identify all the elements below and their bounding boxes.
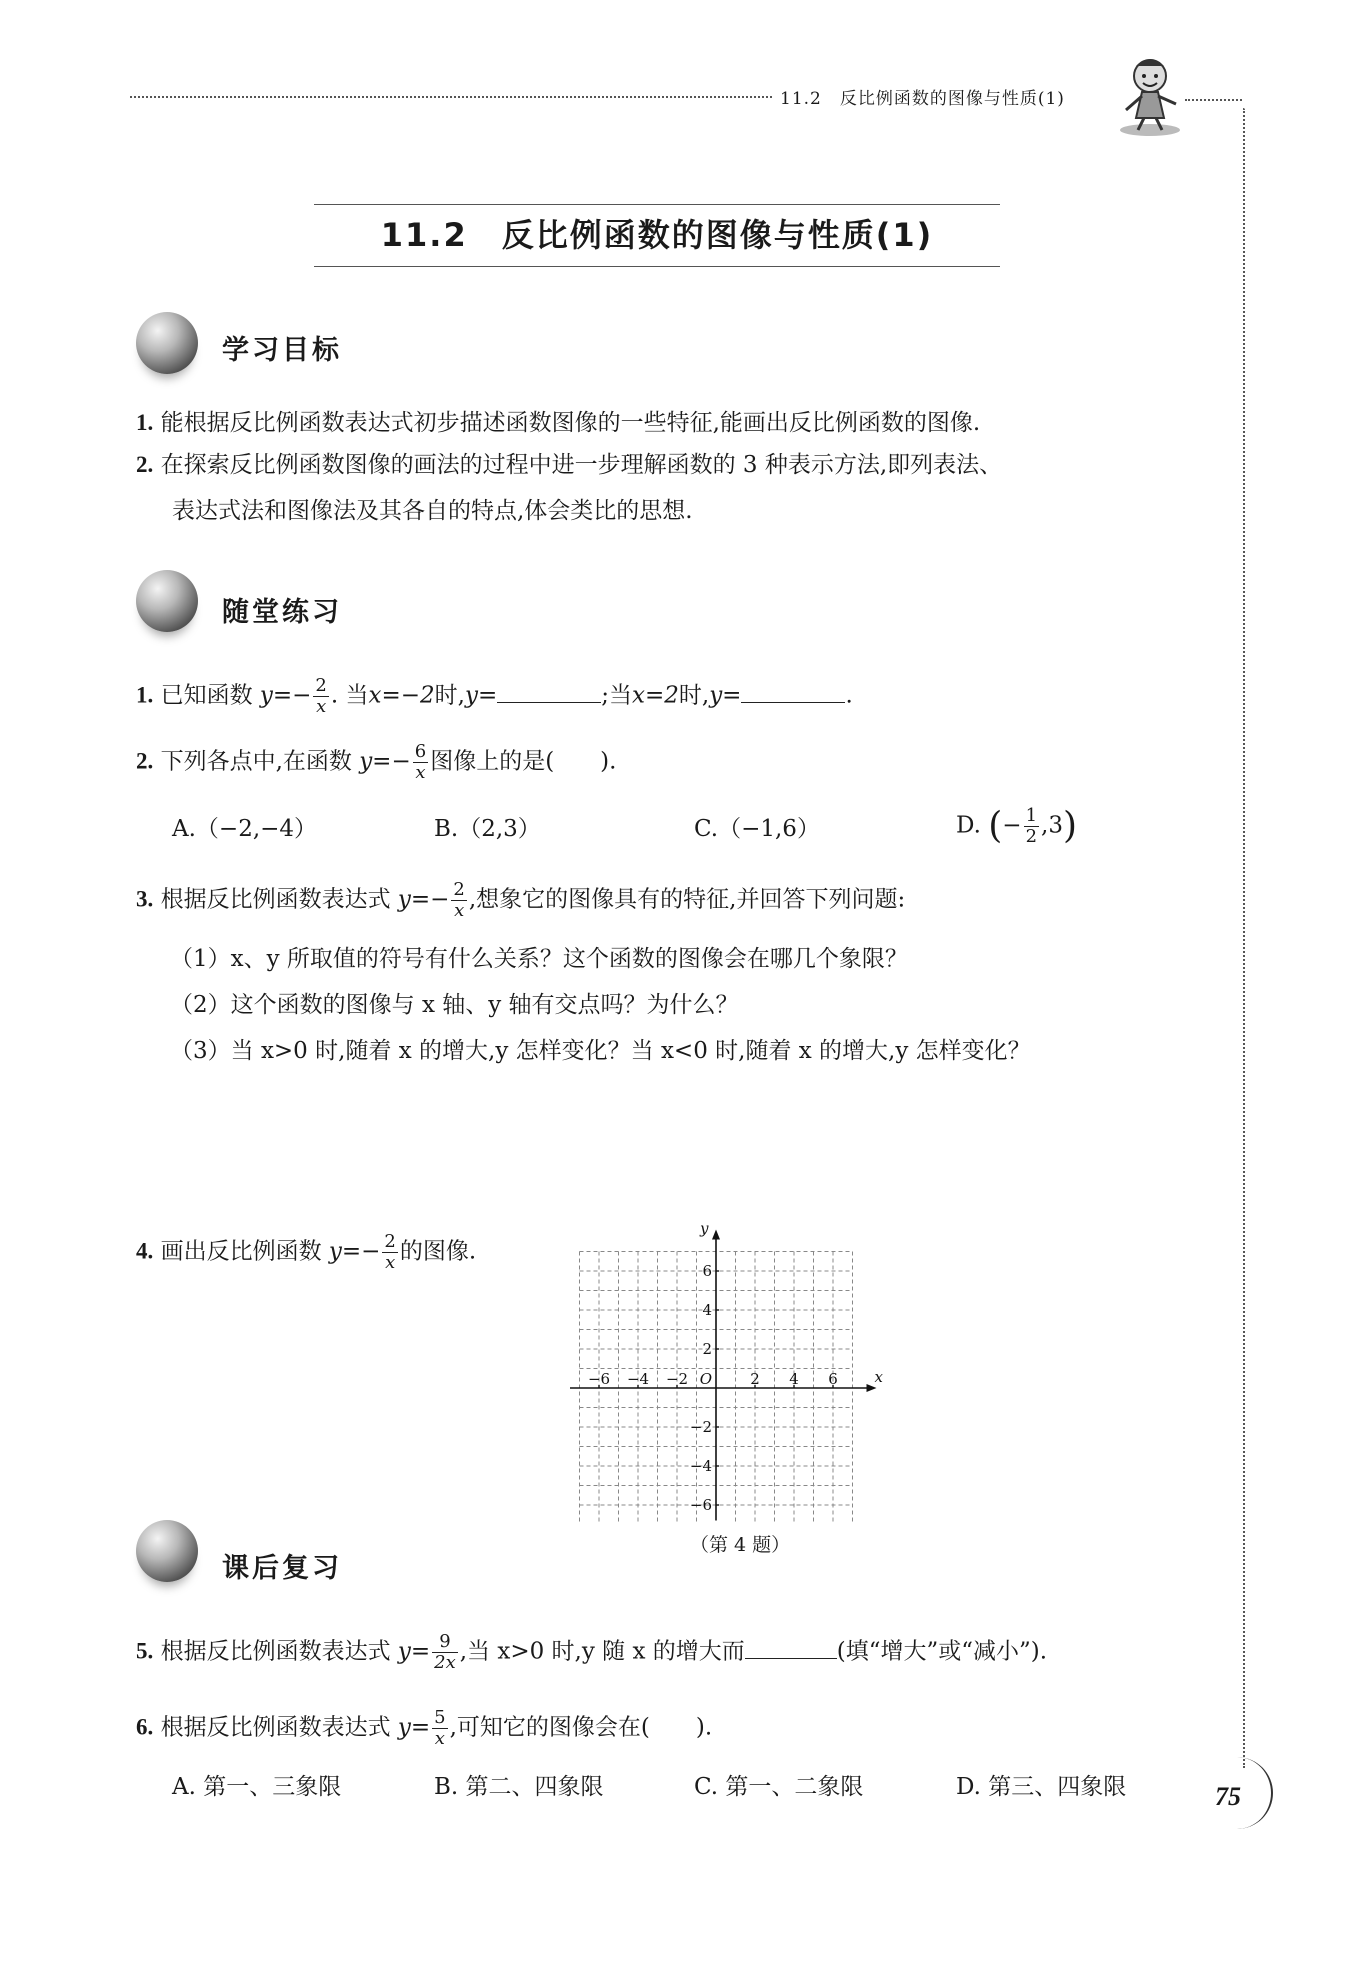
coordinate-grid[interactable] <box>570 1222 900 1522</box>
x-tick-label: −4 <box>626 1370 650 1388</box>
question-text: ,可知它的图像会在( ). <box>449 1714 713 1741</box>
option-b[interactable]: B.（2,3） <box>434 816 541 842</box>
option-d[interactable]: D. 第三、四象限 <box>956 1774 1127 1800</box>
y-tick-label: −4 <box>689 1457 712 1475</box>
denominator: x <box>434 1728 445 1749</box>
title-rule-top <box>314 204 1000 205</box>
numerator: 1 <box>1025 805 1038 826</box>
x-tick-label: 6 <box>828 1370 838 1388</box>
question-number: 3. <box>136 886 154 912</box>
numerator: 2 <box>315 675 327 696</box>
option-a[interactable]: A.（−2,−4） <box>172 816 318 842</box>
question-text: ;当 <box>601 682 632 709</box>
question-6 <box>136 1708 712 1749</box>
fraction <box>313 676 328 717</box>
section-ball-icon <box>136 1520 198 1582</box>
equation: y=− <box>397 886 450 913</box>
option-a[interactable]: A. 第一、三象限 <box>172 1774 342 1800</box>
figure-caption: （第 4 题） <box>690 1534 791 1556</box>
question-4 <box>136 1232 476 1273</box>
numerator: 5 <box>434 1707 446 1728</box>
answer-blank[interactable] <box>741 680 845 703</box>
option-c[interactable]: C.（−1,6） <box>694 816 820 842</box>
question-3 <box>136 880 905 921</box>
option-c[interactable]: C. 第一、二象限 <box>694 1774 864 1800</box>
header-dotted-rule <box>130 96 772 98</box>
y-tick-label: 4 <box>702 1301 712 1319</box>
header-dotted-rule-right <box>1185 99 1242 101</box>
y-axis-label: y <box>700 1222 709 1238</box>
fraction <box>432 1632 458 1673</box>
fraction <box>451 880 466 921</box>
question-text: (填“增大”或“减小”). <box>836 1638 1048 1665</box>
equation: y= <box>397 1714 431 1741</box>
denominator: 2 <box>1025 826 1038 847</box>
question-text: 根据反比例函数表达式 <box>160 1714 391 1741</box>
origin-label: O <box>699 1370 712 1388</box>
section-ball-icon <box>136 570 198 632</box>
denominator: x <box>385 1252 396 1273</box>
denominator: x <box>415 762 426 783</box>
y-tick-label: −6 <box>689 1496 712 1514</box>
question-text: 的图像. <box>399 1238 477 1265</box>
question-text: 根据反比例函数表达式 <box>160 1638 391 1665</box>
section-title-objectives: 学习目标 <box>222 335 342 366</box>
equation: y=− <box>259 682 312 709</box>
objective-2 <box>136 450 1002 480</box>
equation: y= <box>397 1638 431 1665</box>
page-title: 11.2 反比例函数的图像与性质(1) <box>380 216 934 254</box>
question-text: 时, <box>678 682 710 709</box>
question-text: 画出反比例函数 <box>160 1238 322 1265</box>
question-text: 下列各点中,在函数 <box>160 748 352 775</box>
denominator: x <box>316 696 327 717</box>
question-number: 4. <box>136 1238 154 1264</box>
option-label: D. <box>956 812 981 839</box>
fraction <box>1024 806 1039 847</box>
x-axis-label: x <box>874 1368 883 1386</box>
x-tick-label: 4 <box>789 1370 799 1388</box>
x-tick-label: −6 <box>587 1370 611 1388</box>
question-3-part-2: （2）这个函数的图像与 x 轴、y 轴有交点吗？为什么？ <box>170 992 739 1018</box>
numerator: 6 <box>414 741 427 762</box>
fraction <box>413 742 428 783</box>
y-tick-label: 2 <box>702 1340 712 1358</box>
objective-text: 能根据反比例函数表达式初步描述函数图像的一些特征,能画出反比例函数的图像. <box>160 410 981 436</box>
x-tick-label: −2 <box>665 1370 689 1388</box>
numerator: 9 <box>432 1632 458 1653</box>
y-tick-label: 6 <box>702 1262 712 1280</box>
objective-text: 在探索反比例函数图像的画法的过程中进一步理解函数的 3 种表示方法,即列表法、 <box>160 452 1003 478</box>
question-2 <box>136 742 616 783</box>
question-text: 时, <box>434 682 465 709</box>
question-number: 5. <box>136 1638 154 1664</box>
question-text: ,想象它的图像具有的特征,并回答下列问题: <box>468 886 906 913</box>
objective-2-cont: 表达式法和图像法及其各自的特点,体会类比的思想. <box>172 498 693 524</box>
question-text: ,当 x>0 时,y 随 x 的增大而 <box>459 1638 745 1665</box>
denominator: x <box>454 900 465 921</box>
objective-1 <box>136 408 980 438</box>
y-axis-arrow <box>712 1230 720 1240</box>
question-text: 图像上的是( ). <box>430 748 617 775</box>
equation: x=−2 <box>368 682 435 709</box>
equation: y=− <box>359 748 411 775</box>
question-number: 1. <box>136 682 154 708</box>
x-tick-label: 2 <box>750 1370 760 1388</box>
objective-number: 2. <box>136 452 154 477</box>
y-tick-label: −2 <box>689 1418 712 1436</box>
equation: x=2 <box>631 682 679 709</box>
numerator: 2 <box>453 879 465 900</box>
mascot-icon <box>1114 52 1186 138</box>
denominator: 2x <box>434 1652 456 1673</box>
fraction <box>382 1232 397 1273</box>
answer-blank[interactable] <box>497 680 601 703</box>
question-5 <box>136 1632 1047 1673</box>
equation: y= <box>464 682 498 709</box>
question-text: 当 <box>345 682 369 709</box>
running-header: 11.2 反比例函数的图像与性质(1) <box>780 89 1065 109</box>
margin-dotted-rule <box>1243 108 1245 1768</box>
question-3-part-1: （1）x、y 所取值的符号有什么关系？这个函数的图像会在哪几个象限？ <box>170 946 908 972</box>
section-ball-icon <box>136 312 198 374</box>
option-value: ,3 <box>1041 812 1063 839</box>
option-d[interactable]: D. (− $\frac{1}{2}$ ,3) <box>956 805 1078 847</box>
question-number: 2. <box>136 748 154 774</box>
section-title-review: 课后复习 <box>222 1553 342 1584</box>
question-text: 根据反比例函数表达式 <box>160 886 391 913</box>
page-number: 75 <box>1215 1782 1241 1811</box>
question-number: 6. <box>136 1714 154 1740</box>
title-rule-bottom <box>314 266 1000 267</box>
question-1: 1. 已知函数 y=− $\frac{2}{x}$ . 当x=−2时,y= ;当x=2时,y= . <box>136 675 853 717</box>
question-text: 已知函数 <box>160 682 253 709</box>
equation: y= <box>709 682 742 709</box>
question-3-part-3: （3）当 x>0 时,随着 x 的增大,y 怎样变化？当 x<0 时,随着 x 的增大,y 怎样变化？ <box>170 1038 1031 1064</box>
objective-number: 1. <box>136 410 154 435</box>
answer-blank[interactable] <box>745 1636 837 1659</box>
section-title-practice: 随堂练习 <box>222 597 342 628</box>
numerator: 2 <box>384 1231 396 1252</box>
option-b[interactable]: B. 第二、四象限 <box>434 1774 604 1800</box>
equation: y=− <box>328 1238 381 1265</box>
minus-sign: − <box>1002 812 1022 839</box>
fraction <box>432 1708 447 1749</box>
